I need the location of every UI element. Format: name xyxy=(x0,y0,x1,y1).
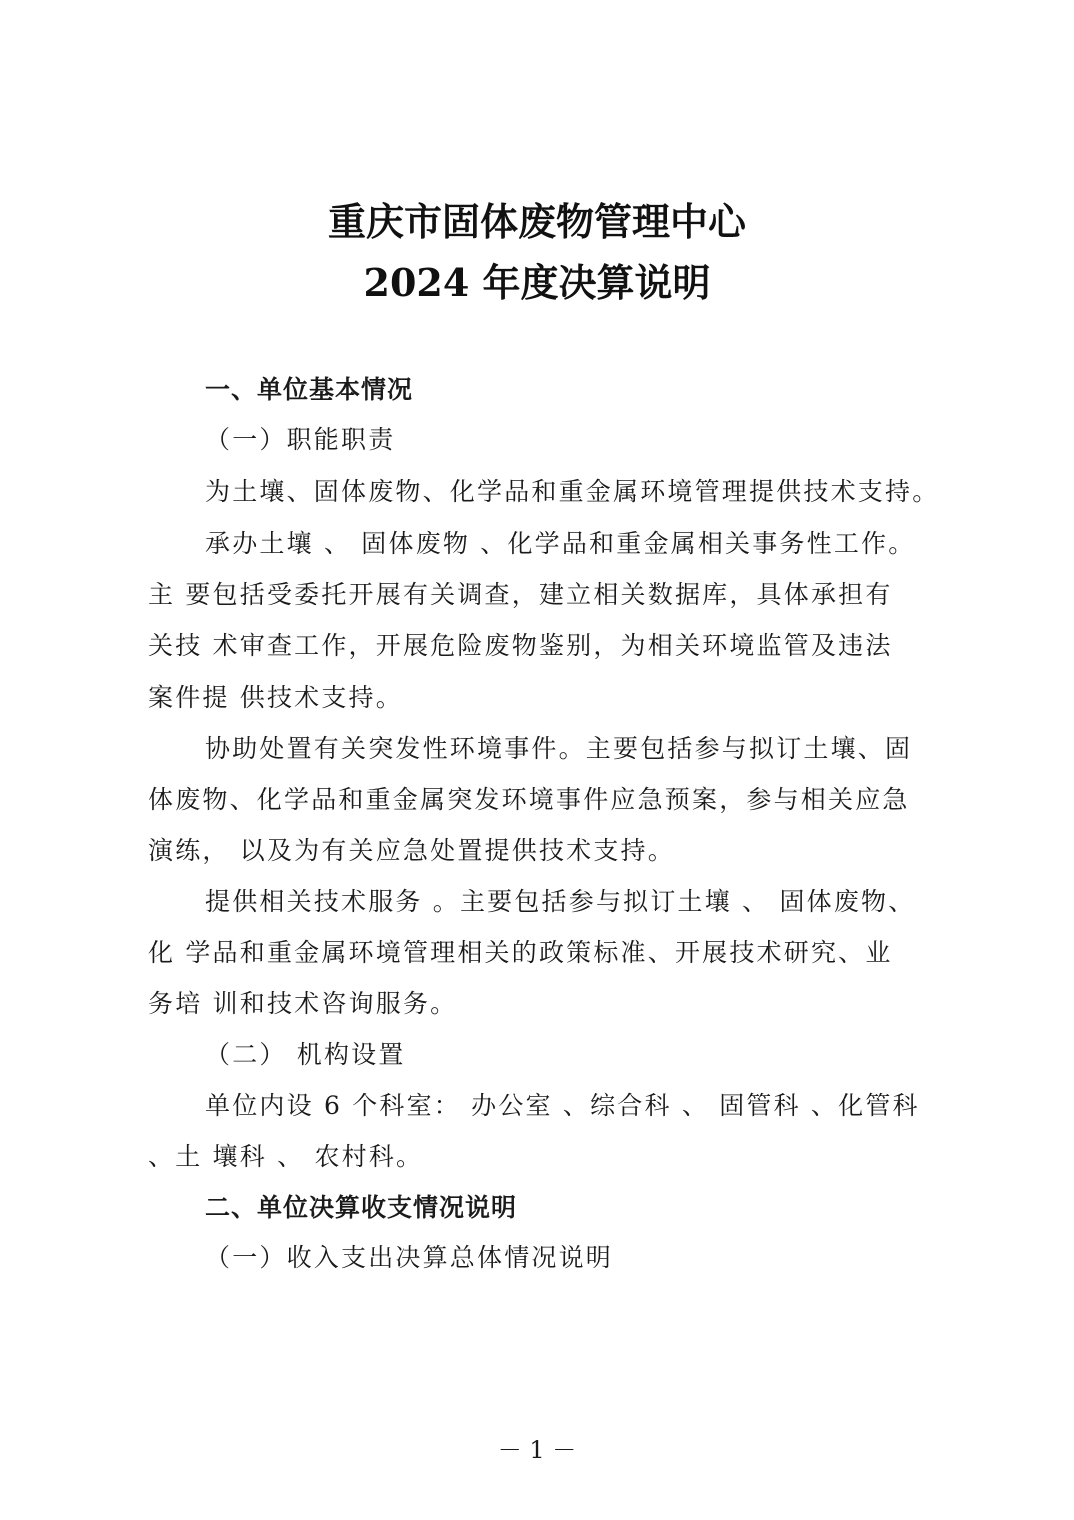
paragraph-line: 案件提 供技术支持。 xyxy=(148,683,403,712)
subsection-heading-overview: （一）收入支出决算总体情况说明 xyxy=(205,1243,614,1272)
section-heading-1: 一、单位基本情况 xyxy=(205,375,414,404)
page-number: － 1 － xyxy=(497,1436,577,1464)
document-subtitle: 2024 年度决算说明 xyxy=(363,260,711,305)
paragraph-line: 提供相关技术服务 。主要包括参与拟订土壤 、 固体废物、 xyxy=(205,887,916,916)
paragraph-line: 化 学品和重金属环境管理相关的政策标准、开展技术研究、业 xyxy=(148,938,893,967)
subsection-heading-organization: （二） 机构设置 xyxy=(205,1040,406,1069)
paragraph-line: 体废物、化学品和重金属突发环境事件应急预案，参与相关应急 xyxy=(148,785,910,814)
paragraph-line: 关技 术审查工作，开展危险废物鉴别，为相关环境监管及违法 xyxy=(148,631,893,660)
paragraph-line: 演练， 以及为有关应急处置提供技术支持。 xyxy=(148,836,675,865)
document-title: 重庆市固体废物管理中心 xyxy=(327,199,746,244)
paragraph-line: 单位内设 6 个科室： 办公室 、综合科 、 固管科 、化管科 xyxy=(205,1091,920,1120)
paragraph-line: 协助处置有关突发性环境事件。主要包括参与拟订土壤、固 xyxy=(205,734,913,763)
paragraph-line: 、土 壤科 、 农村科。 xyxy=(148,1142,424,1171)
paragraph-line: 务培 训和技术咨询服务。 xyxy=(148,989,458,1018)
paragraph-line: 承办土壤 、 固体废物 、化学品和重金属相关事务性工作。 xyxy=(205,529,916,558)
paragraph-line: 主 要包括受委托开展有关调查，建立相关数据库，具体承担有 xyxy=(148,580,893,609)
subsection-heading-duties: （一）职能职责 xyxy=(205,425,396,454)
section-heading-2: 二、单位决算收支情况说明 xyxy=(205,1193,518,1222)
paragraph-line: 为土壤、固体废物、化学品和重金属环境管理提供技术支持。 xyxy=(205,477,940,506)
